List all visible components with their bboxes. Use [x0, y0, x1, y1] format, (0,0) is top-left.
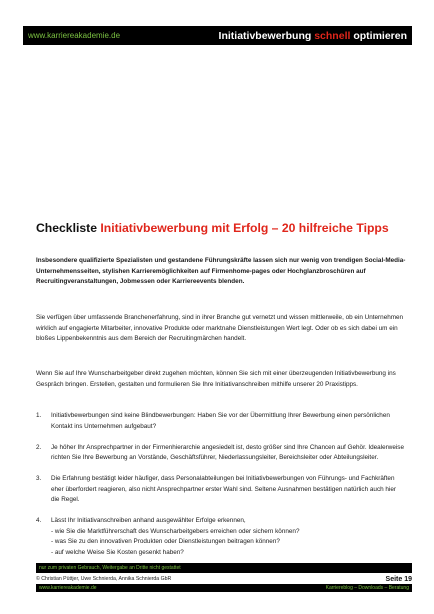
footer-notice-bar: nur zum privaten Gebrauch, Weitergabe an Dritte nicht gestattet	[36, 563, 412, 573]
page-number: Seite 19	[385, 576, 412, 583]
header-title: Initiativbewerbung schnell optimieren	[218, 29, 407, 42]
footer-copyright: © Christian Püttjer, Uwe Schnierda, Annika Schnierda GbR	[36, 576, 172, 582]
list-item	[36, 443, 406, 464]
list-item-text: Initiativbewerbungen sind keine Blindbewerbungen: Haben Sie vor der Übermittlung Ihrer Bewerbung einen persönlichen Kontakt ins Unternehmen aufgebaut?	[51, 412, 390, 430]
list-item-number: 1.	[36, 412, 42, 419]
footer-copyright-row	[36, 575, 412, 584]
list-item-number: 2.	[36, 443, 42, 451]
footer-links[interactable]: Karriereblog – Downloads – Beratung	[325, 585, 409, 591]
header-site-url[interactable]: www.karriereakademie.de	[28, 31, 121, 40]
body-paragraph-1: Sie verfügen über umfassende Branchenerfahrung, sind in ihrer Branche gut vernetzt und wissen mittlerweile, ob ein Unternehmen wirklich auf engagierte Mitarbeiter, innovative Produkte oder marktnahe Dienstleistungen Wert legt. Oder ob es sich dabei um ein bloßes Lippenbekenntnis aus dem Bereich der Recruitingmärchen handelt.	[36, 314, 404, 342]
intro-paragraph: Insbesondere qualifizierte Spezialisten und gestandene Führungskräfte lassen sich nur wenig von trendigen Social-Media-Unternehmensseiten, stylishen Karrieremöglichkeiten auf Firmenhome-pages oder Hochglanzbroschüren auf Recruitingveranstaltungen, Jobmessen oder Karriereevents blenden.	[36, 257, 406, 285]
tips-list	[36, 411, 406, 569]
footer-bar	[36, 584, 412, 592]
list-item-number: 3.	[36, 475, 42, 483]
page-title: Checkliste Initiativbewerbung mit Erfolg – 20 hilfreiche Tipps	[36, 221, 389, 235]
footer-site-url[interactable]: www.karriereakademie.de	[39, 585, 97, 591]
list-item	[36, 516, 406, 558]
list-item	[36, 411, 406, 432]
list-item-text: Je höher Ihr Ansprechpartner in der Firmenhierarchie angesiedelt ist, desto größer sind Ihre Chancen auf Gehör. Idealerweise richten Sie Ihre Bewerbung an Vorstände, Geschäftsführer, Niederlassungsleiter, Bereichsleiter oder Abteilungsleiter.	[51, 443, 404, 462]
header-bar	[23, 26, 412, 45]
list-item-number: 4.	[36, 517, 42, 525]
page-title-accent: Initiativbewerbung mit Erfolg – 20 hilfreiche Tipps	[100, 221, 389, 235]
list-item-text: Lässt Ihr Initiativanschreiben anhand ausgewählter Erfolge erkennen, - wie Sie die Marktführerschaft des Wunscharbeitgebers erreichen oder sichern können? - was Sie zu den innovativen Produkten oder Dienstleistungen beitragen können? - auf welche Weise Sie Kosten gesenkt haben?	[51, 517, 300, 556]
list-item-text: Die Erfahrung bestätigt leider häufiger, dass Personalabteilungen bei Initiativbewerbungen von Führungs- und Fachkräften eher überfordert reagieren, also nicht Ansprechpartner erster Wahl sind. Seltene Ausnahmen bestätigen natürlich auch hier die Regel.	[51, 475, 396, 504]
body-paragraph-2: Wenn Sie auf Ihre Wunscharbeitgeber direkt zugehen möchten, können Sie sich mit einer überzeugenden Initiativbewerbung ins Gespräch bringen. Erstellen, gestalten und formulieren Sie Ihre Initiativanschreiben mithilfe unserer 20 Praxistipps.	[36, 370, 396, 388]
list-item	[36, 474, 406, 506]
header-title-accent: schnell	[314, 29, 351, 42]
